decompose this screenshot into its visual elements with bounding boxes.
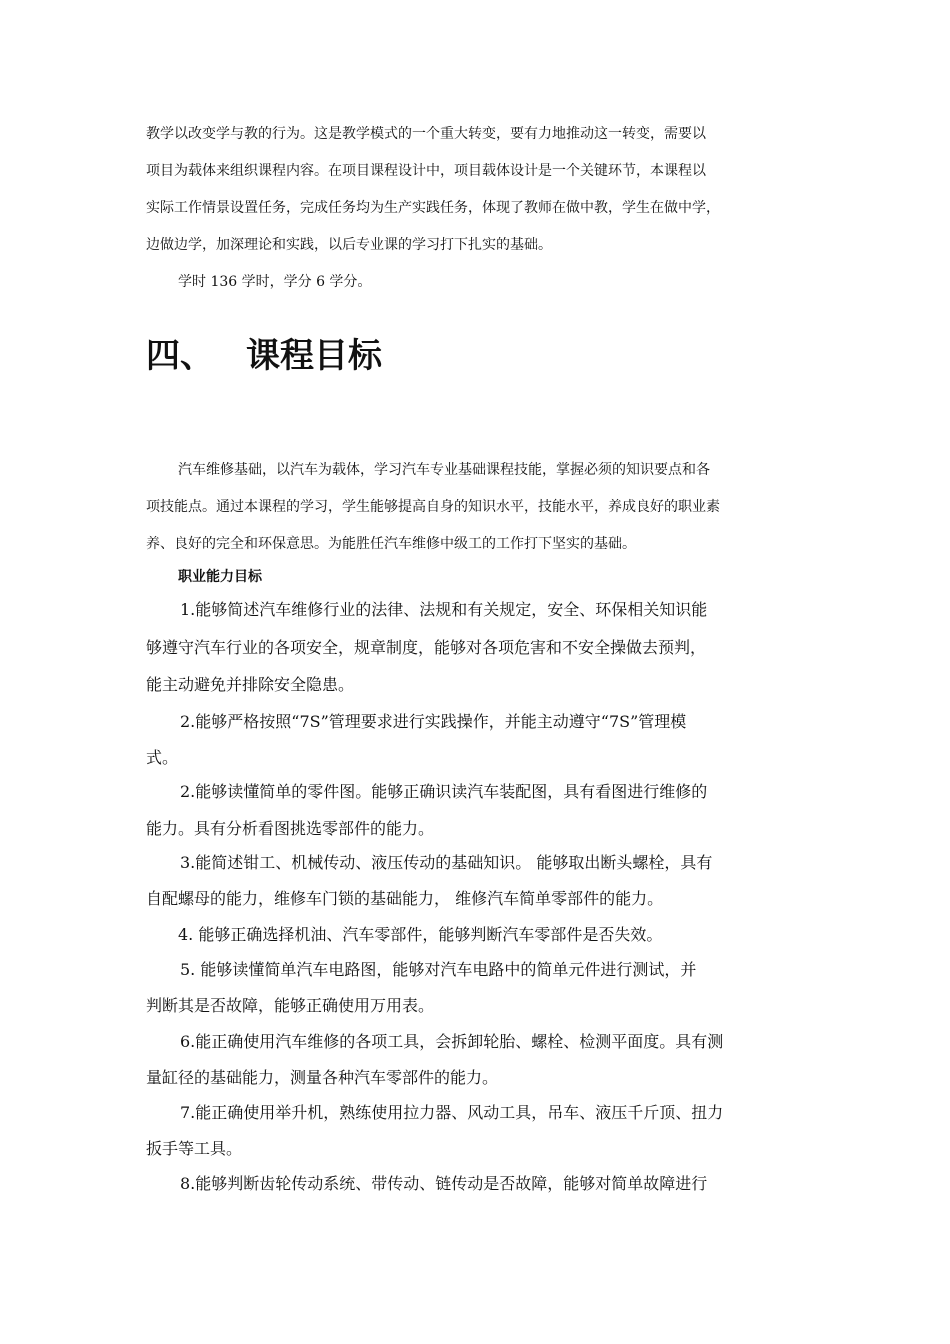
ability-line-10: 4. 能够正确选择机油、汽车零部件，能够判断汽车零部件是否失效。 [178, 925, 663, 944]
ability-line-7: 能力。具有分析看图挑选零部件的能力。 [146, 819, 435, 838]
ability-line-3: 能主动避免并排除安全隐患。 [146, 675, 355, 694]
ability-line-1: 1.能够简述汽车维修行业的法律、法规和有关规定，安全、环保相关知识能 [180, 600, 708, 619]
intro-line-2: 项目为载体来组织课程内容。在项目课程设计中，项目载体设计是一个关键环节，本课程以 [146, 163, 706, 179]
summary-line-2: 项技能点。通过本课程的学习，学生能够提高自身的知识水平，技能水平，养成良好的职业素 [146, 499, 720, 515]
ability-line-11: 5. 能够读懂简单汽车电路图，能够对汽车电路中的简单元件进行测试，并 [180, 960, 697, 979]
ability-line-5: 式。 [146, 748, 179, 767]
ability-line-15: 7.能正确使用举升机，熟练使用拉力器、风动工具，吊车、液压千斤顶、扭力 [180, 1103, 724, 1122]
summary-line-3: 养、良好的完全和环保意思。为能胜任汽车维修中级工的工作打下坚实的基础。 [146, 536, 636, 552]
summary-line-1: 汽车维修基础，以汽车为载体，学习汽车专业基础课程技能，掌握必须的知识要点和各 [178, 462, 710, 478]
intro-line-1: 教学以改变学与教的行为。这是教学模式的一个重大转变，要有力地推动这一转变，需要以 [146, 126, 706, 142]
ability-line-2: 够遵守汽车行业的各项安全，规章制度，能够对各项危害和不安全操做去预判， [146, 638, 707, 657]
ability-line-14: 量缸径的基础能力，测量各种汽车零部件的能力。 [146, 1068, 499, 1087]
ability-line-16: 扳手等工具。 [146, 1139, 243, 1158]
ability-line-17: 8.能够判断齿轮传动系统、带传动、链传动是否故障，能够对简单故障进行 [180, 1174, 708, 1193]
ability-line-4: 2.能够严格按照“7S”管理要求进行实践操作，并能主动遵守“7S”管理模 [180, 712, 687, 731]
section-title: 课程目标 [246, 336, 382, 376]
ability-line-13: 6.能正确使用汽车维修的各项工具，会拆卸轮胎、螺栓、检测平面度。具有测 [180, 1032, 724, 1051]
ability-line-12: 判断其是否故障，能够正确使用万用表。 [146, 996, 435, 1015]
ability-line-9: 自配螺母的能力，维修车门锁的基础能力， 维修汽车简单零部件的能力。 [146, 889, 664, 908]
intro-line-3: 实际工作情景设置任务，完成任务均为生产实践任务，体现了教师在做中教，学生在做中学， [146, 200, 720, 216]
ability-heading: 职业能力目标 [178, 569, 262, 585]
credit-hours-line: 学时 136 学时，学分 6 学分。 [178, 274, 372, 290]
ability-line-8: 3.能简述钳工、机械传动、液压传动的基础知识。 能够取出断头螺栓，具有 [180, 853, 713, 872]
ability-line-6: 2.能够读懂简单的零件图。能够正确识读汽车装配图，具有看图进行维修的 [180, 782, 708, 801]
section-number: 四、 [146, 336, 214, 376]
section-heading [146, 336, 382, 376]
intro-line-4: 边做边学，加深理论和实践，以后专业课的学习打下扎实的基础。 [146, 237, 552, 253]
